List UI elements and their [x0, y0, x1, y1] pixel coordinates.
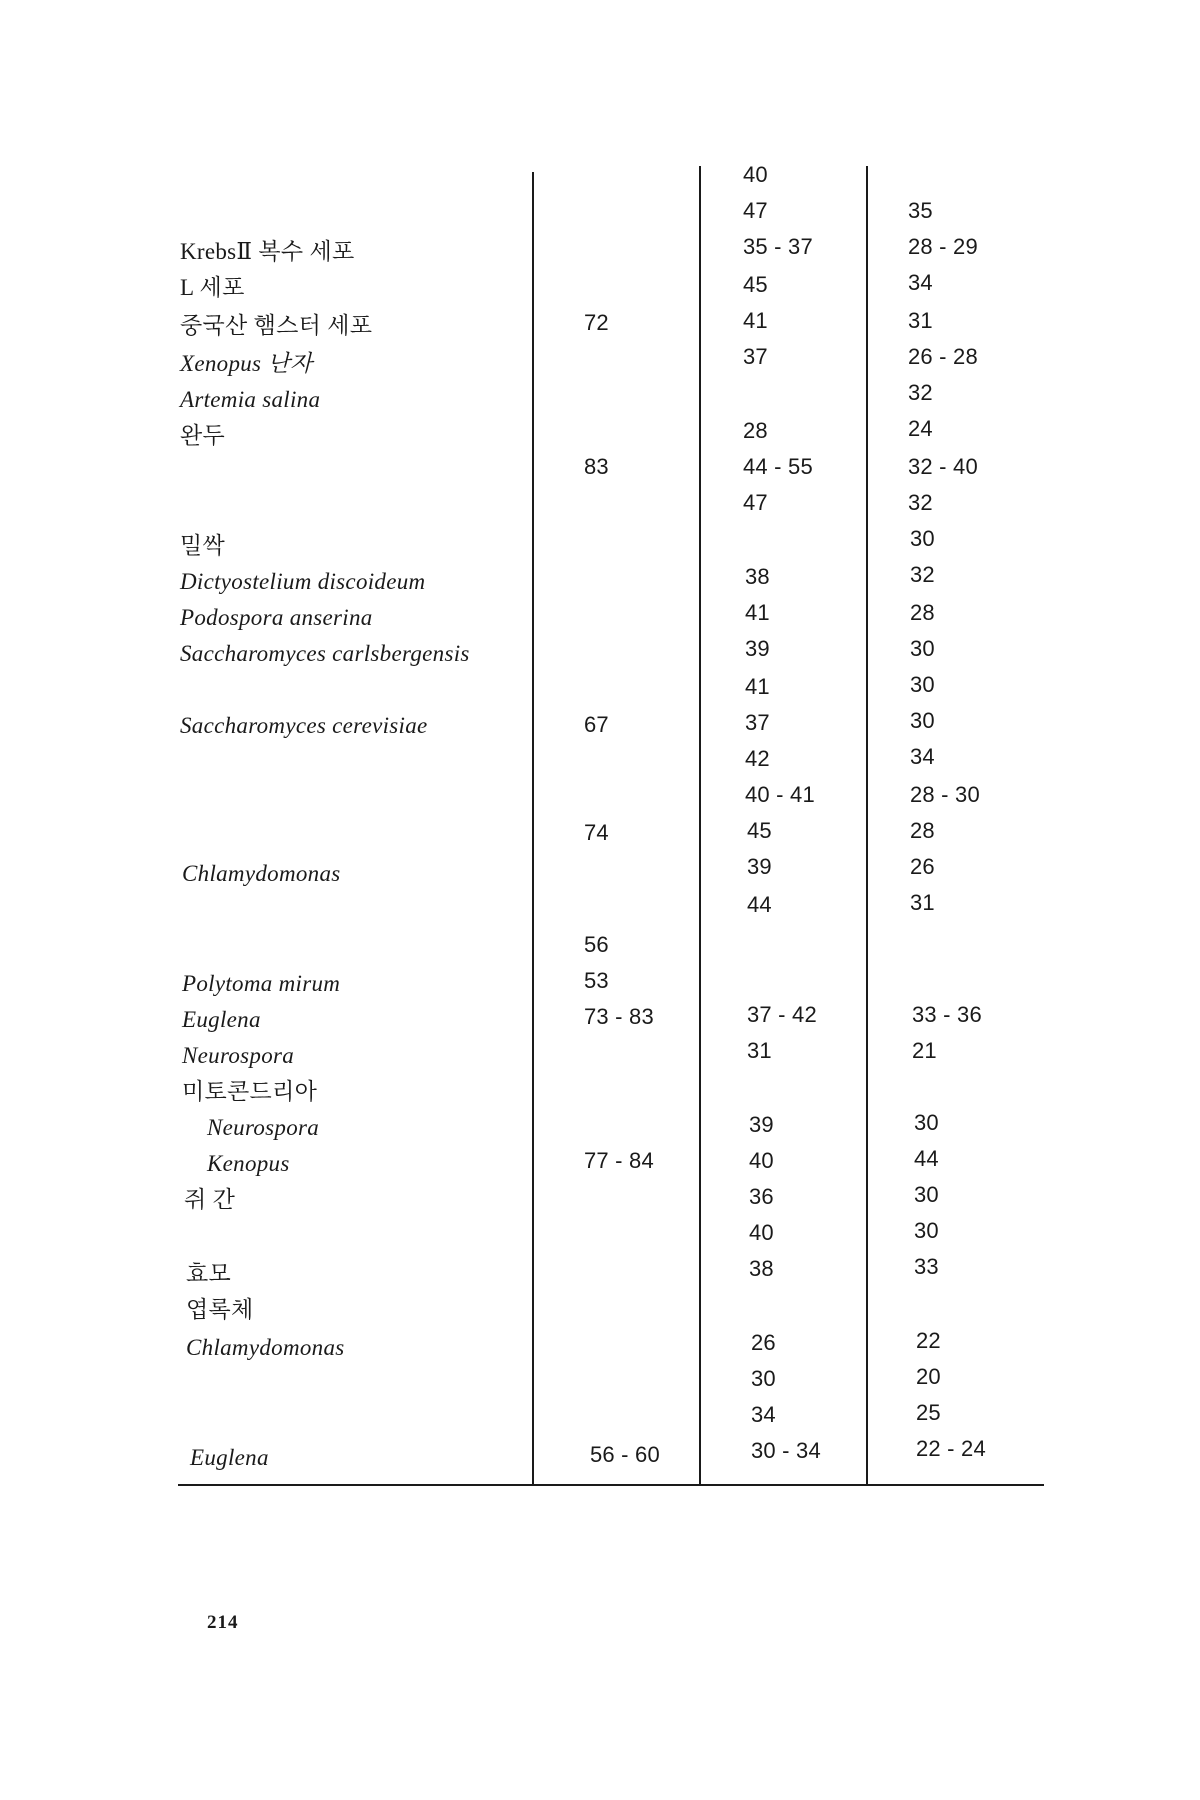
col3-value: 28 - 30	[910, 782, 980, 807]
col2-value: 37 - 42	[747, 1002, 817, 1027]
col3-value: 32	[908, 490, 933, 515]
col3-value: 30	[910, 672, 935, 697]
col3-value: 30	[910, 636, 935, 661]
row-label: Chlamydomonas	[182, 861, 341, 886]
col2-value: 41	[743, 308, 768, 333]
col2-value: 38	[749, 1256, 774, 1281]
col2-value: 36	[749, 1184, 774, 1209]
col1-value: 56 - 60	[590, 1442, 660, 1467]
row-label: 엽록체	[186, 1297, 254, 1322]
col2-value: 44	[747, 892, 772, 917]
row-label: Euglena	[182, 1007, 261, 1032]
col3-value: 28	[910, 818, 935, 843]
col2-value: 41	[745, 600, 770, 625]
col3-value: 30	[914, 1110, 939, 1135]
col2-value: 40	[749, 1220, 774, 1245]
col1-value: 67	[584, 712, 609, 737]
col3-value: 33 - 36	[912, 1002, 982, 1027]
col2-value: 41	[745, 674, 770, 699]
col2-value: 30 - 34	[751, 1438, 821, 1463]
row-label: Podospora anserina	[180, 605, 373, 630]
col2-value: 45	[743, 272, 768, 297]
col3-value: 22 - 24	[916, 1436, 986, 1461]
column-rule-3	[866, 166, 868, 1484]
col1-value: 77 - 84	[584, 1148, 654, 1173]
row-label: 완두	[180, 423, 226, 448]
col1-value: 73 - 83	[584, 1004, 654, 1029]
col2-value: 47	[743, 198, 768, 223]
col3-value: 34	[908, 270, 933, 295]
col3-value: 30	[910, 526, 935, 551]
row-label: Euglena	[190, 1445, 269, 1470]
col3-value: 31	[910, 890, 935, 915]
row-label: KrebsⅡ 복수 세포	[180, 239, 355, 264]
row-label: 쥐 간	[184, 1187, 236, 1212]
col2-value: 37	[743, 344, 768, 369]
page-number: 214	[207, 1612, 239, 1633]
col3-value: 32	[908, 380, 933, 405]
col2-value: 40	[743, 162, 768, 187]
col2-value: 42	[745, 746, 770, 771]
col3-value: 30	[914, 1182, 939, 1207]
col2-value: 47	[743, 490, 768, 515]
col3-value: 28 - 29	[908, 234, 978, 259]
col3-value: 28	[910, 600, 935, 625]
col3-value: 25	[916, 1400, 941, 1425]
col3-value: 33	[914, 1254, 939, 1279]
row-label: Artemia salina	[180, 387, 321, 412]
col3-value: 30	[914, 1218, 939, 1243]
row-label: Kenopus	[207, 1151, 290, 1176]
col3-value: 26	[910, 854, 935, 879]
row-label: Xenopus 난자	[180, 351, 313, 376]
row-label: Saccharomyces cerevisiae	[180, 713, 428, 738]
col2-value: 26	[751, 1330, 776, 1355]
col3-value: 21	[912, 1038, 937, 1063]
column-rule-2	[699, 166, 701, 1484]
col3-value: 26 - 28	[908, 344, 978, 369]
row-label: 밀싹	[180, 533, 226, 558]
col2-value: 39	[745, 636, 770, 661]
row-label: Saccharomyces carlsbergensis	[180, 641, 470, 666]
col2-value: 45	[747, 818, 772, 843]
col1-value: 53	[584, 968, 609, 993]
col3-value: 44	[914, 1146, 939, 1171]
col2-value: 39	[749, 1112, 774, 1137]
col3-value: 22	[916, 1328, 941, 1353]
col1-value: 83	[584, 454, 609, 479]
col3-value: 32 - 40	[908, 454, 978, 479]
col2-value: 34	[751, 1402, 776, 1427]
table-bottom-rule	[178, 1484, 1044, 1486]
row-label: 미토콘드리아	[182, 1079, 318, 1104]
col2-value: 38	[745, 564, 770, 589]
row-label: Neurospora	[182, 1043, 295, 1068]
col3-value: 20	[916, 1364, 941, 1389]
col1-value: 72	[584, 310, 609, 335]
row-label: 효모	[186, 1261, 232, 1286]
col3-value: 31	[908, 308, 933, 333]
col2-value: 31	[747, 1038, 772, 1063]
col1-value: 74	[584, 820, 609, 845]
col1-value: 56	[584, 932, 609, 957]
row-label: 중국산 햄스터 세포	[180, 313, 373, 338]
col3-value: 24	[908, 416, 933, 441]
row-label: Neurospora	[207, 1115, 320, 1140]
row-label: Chlamydomonas	[186, 1335, 345, 1360]
col2-value: 30	[751, 1366, 776, 1391]
col3-value: 35	[908, 198, 933, 223]
col3-value: 34	[910, 744, 935, 769]
row-label: Dictyostelium discoideum	[180, 569, 426, 594]
column-rule-1	[532, 172, 534, 1484]
col2-value: 40 - 41	[745, 782, 815, 807]
col2-value: 28	[743, 418, 768, 443]
col2-value: 40	[749, 1148, 774, 1173]
col3-value: 30	[910, 708, 935, 733]
col3-value: 32	[910, 562, 935, 587]
row-label: Polytoma mirum	[182, 971, 341, 996]
col2-value: 37	[745, 710, 770, 735]
col2-value: 35 - 37	[743, 234, 813, 259]
col2-value: 44 - 55	[743, 454, 813, 479]
row-label: L 세포	[180, 275, 245, 300]
col2-value: 39	[747, 854, 772, 879]
